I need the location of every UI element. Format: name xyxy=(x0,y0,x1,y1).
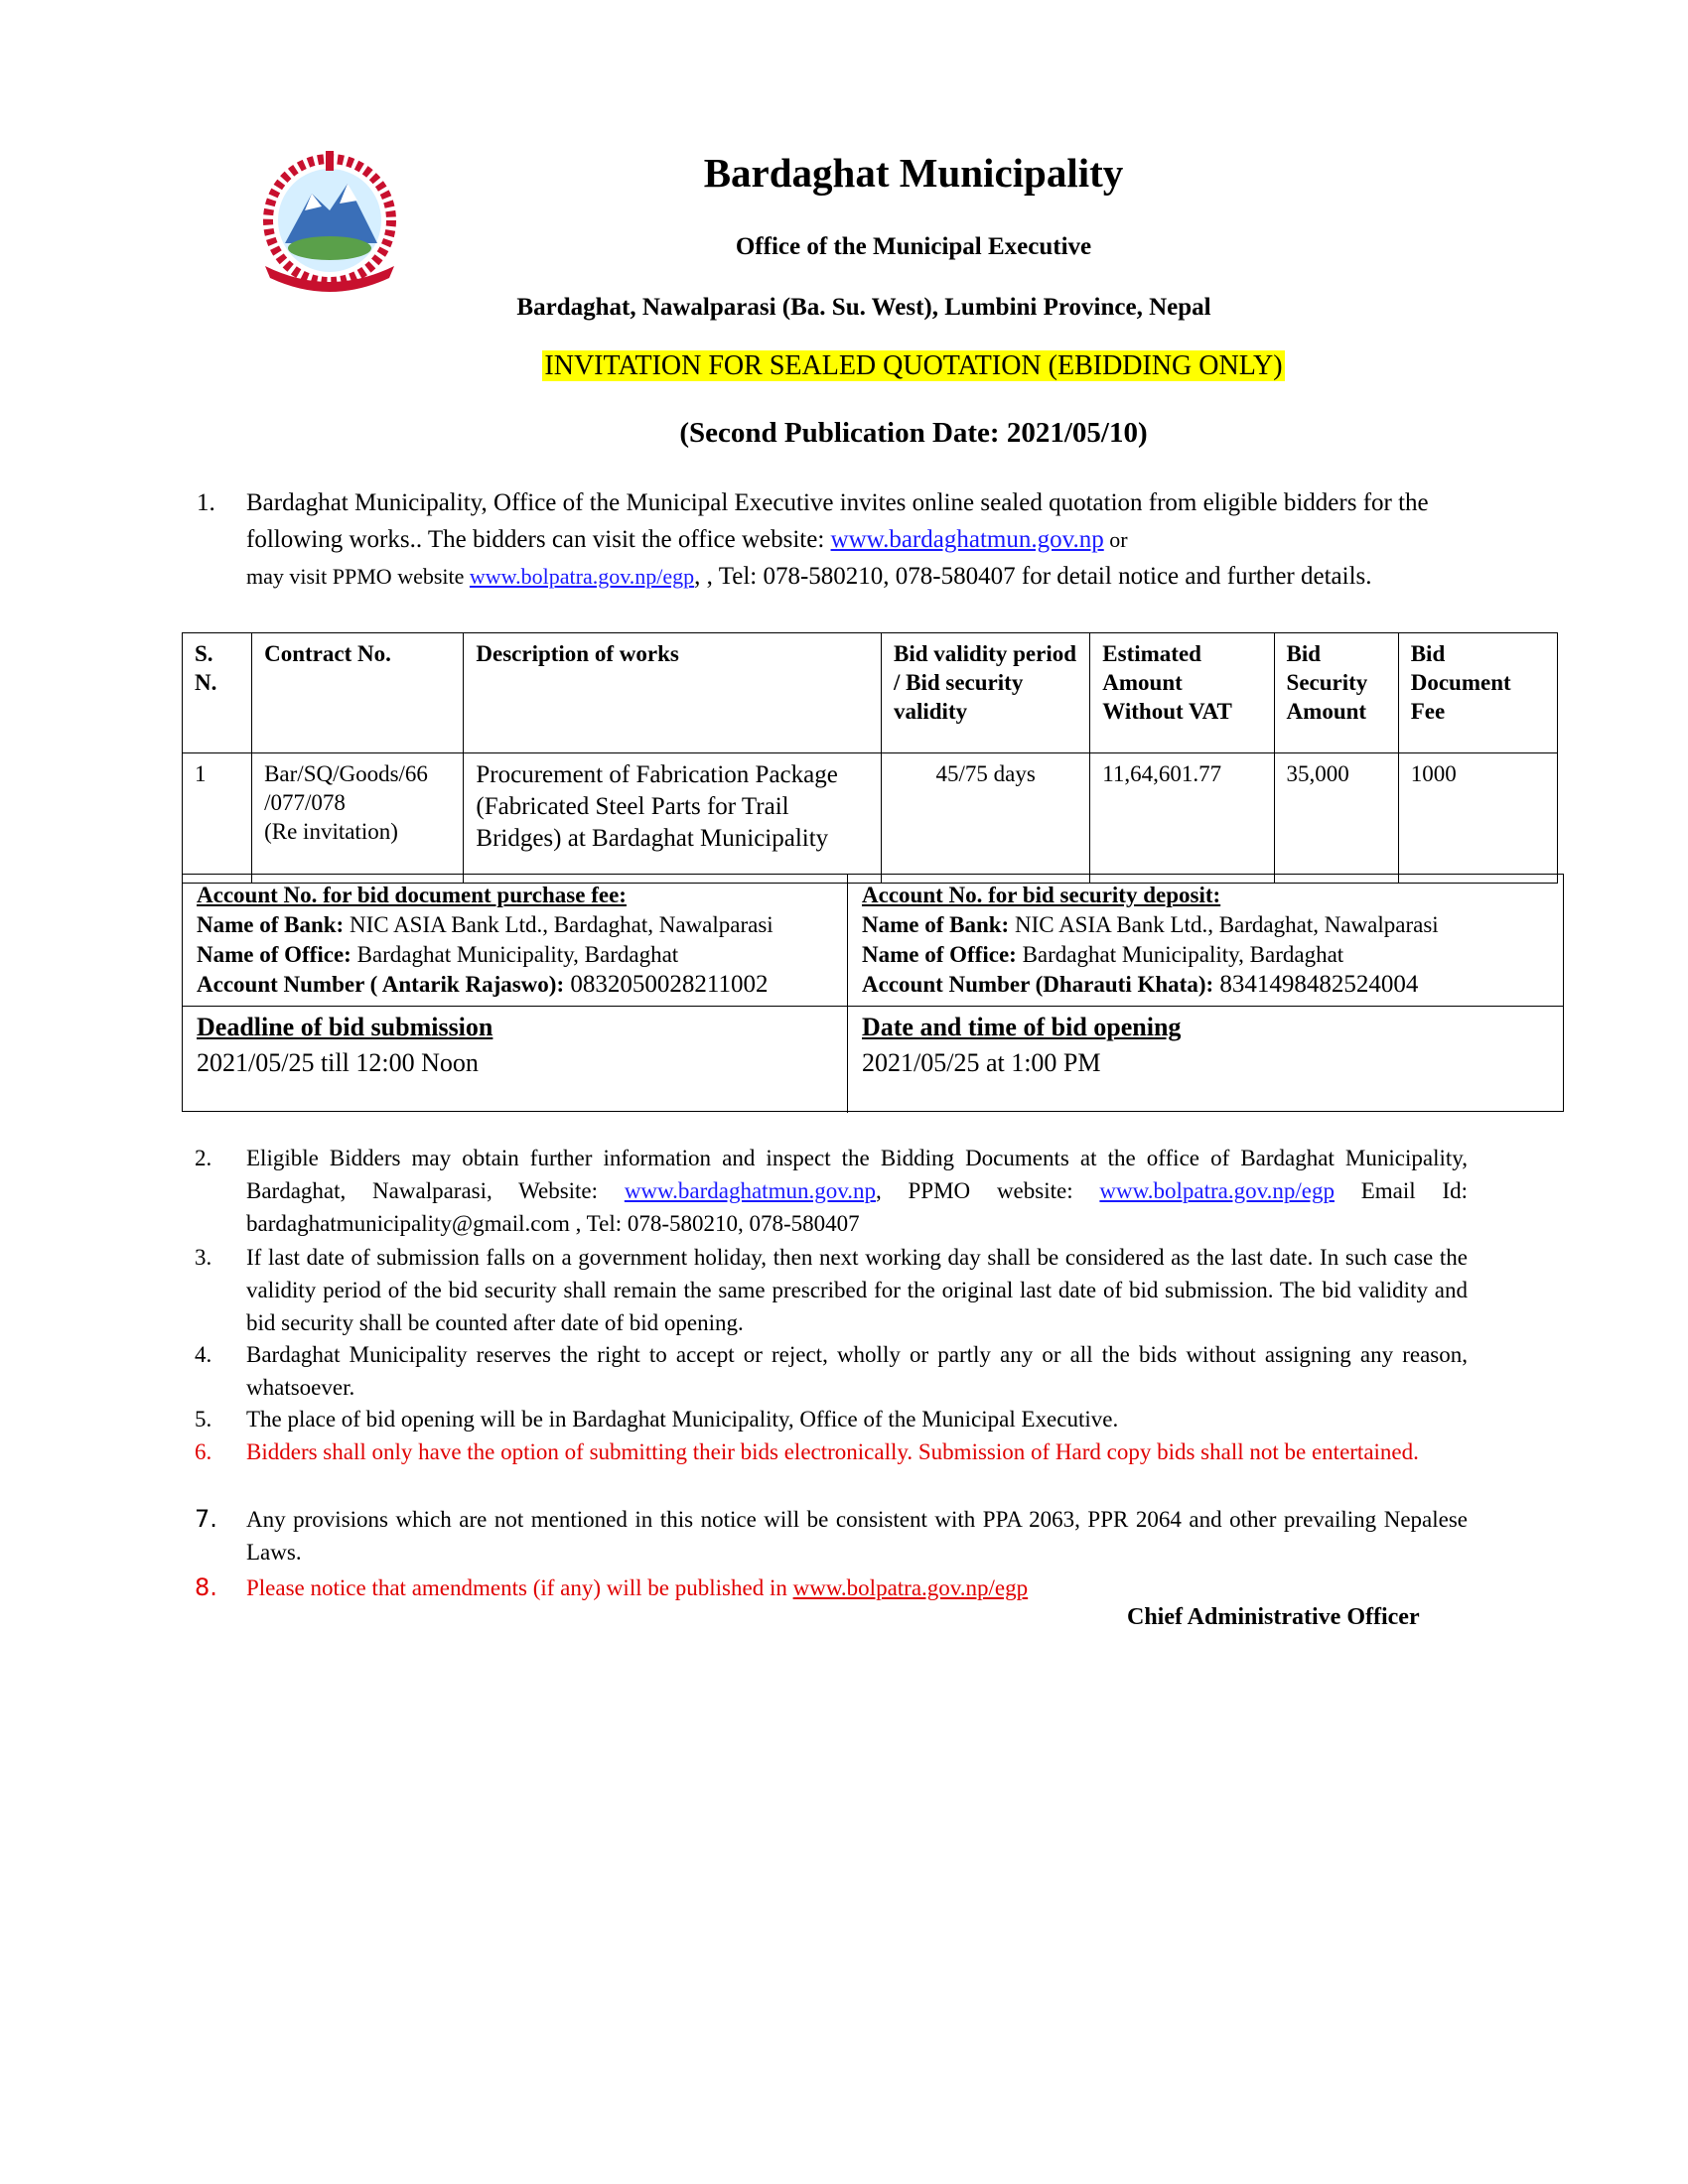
left-bank-value: NIC ASIA Bank Ltd., Bardaghat, Nawalparasi xyxy=(344,912,774,937)
item-8-number: 8. xyxy=(195,1573,217,1601)
left-account-heading: Account No. for bid document purchase fee: xyxy=(197,883,627,907)
account-details-box xyxy=(182,874,1564,1112)
item-2-municipality-link[interactable]: www.bardaghatmun.gov.np xyxy=(624,1178,876,1203)
paragraph-1-text-c: may visit PPMO website xyxy=(246,564,470,589)
item-2-text-b: , PPMO website: xyxy=(875,1178,1100,1203)
list-item-6 xyxy=(195,1435,1468,1468)
item-5-number: 5. xyxy=(195,1407,212,1432)
works-table-header xyxy=(183,633,1558,753)
item-7-number: 7. xyxy=(195,1505,217,1533)
header-estimated-amount: Estimated Amount Without VAT xyxy=(1090,633,1274,753)
ppmo-website-link[interactable]: www.bolpatra.gov.np/egp xyxy=(469,564,695,589)
list-item-3 xyxy=(195,1241,1468,1339)
left-office-line xyxy=(197,940,833,970)
deadline-value: 2021/05/25 till 12:00 Noon xyxy=(197,1048,479,1077)
office-address: Bardaghat, Nawalparasi (Ba. Su. West), Lumbini Province, Nepal xyxy=(516,294,1211,321)
cell-validity: 45/75 days xyxy=(881,753,1089,884)
table-row xyxy=(183,753,1558,884)
left-bank-line xyxy=(197,910,833,940)
right-office-label: Name of Office: xyxy=(862,942,1017,967)
left-bank-label: Name of Bank: xyxy=(197,912,345,937)
cell-sn: 1 xyxy=(183,753,252,884)
right-office-line xyxy=(862,940,1549,970)
item-6-text: Bidders shall only have the option of submitting their bids electronically. Submission of Hard copy bids shall not be entertained. xyxy=(246,1439,1419,1464)
account-divider xyxy=(183,1006,1563,1007)
list-item-7 xyxy=(195,1503,1468,1569)
office-name: Office of the Municipal Executive xyxy=(735,233,1092,260)
header-document-fee: Bid Document Fee xyxy=(1398,633,1557,753)
left-office-value: Bardaghat Municipality, Bardaghat xyxy=(351,942,679,967)
item-4-number: 4. xyxy=(195,1342,212,1367)
list-item-2 xyxy=(195,1142,1469,1240)
right-bank-value: NIC ASIA Bank Ltd., Bardaghat, Nawalparasi xyxy=(1009,912,1439,937)
paragraph-1-text-d: , , Tel: 078-580210, 078-580407 for detail notice and further details. xyxy=(694,563,1372,590)
item-4-text: Bardaghat Municipality reserves the right to accept or reject, wholly or partly any or all the bids without assigning any reason, whatsoever. xyxy=(246,1342,1468,1400)
right-account-number: 8341498482524004 xyxy=(1213,971,1419,998)
works-table xyxy=(182,632,1558,884)
left-office-label: Name of Office: xyxy=(197,942,352,967)
left-account-line xyxy=(197,970,833,1000)
item-2-text-c: Email Id: bardaghatmunicipality@gmail.com , Tel: 078-580210, 078-580407 xyxy=(246,1178,1469,1236)
right-bank-line xyxy=(862,910,1549,940)
header-bid-security: Bid Security Amount xyxy=(1274,633,1398,753)
deadline-block xyxy=(197,1010,492,1081)
publication-date: (Second Publication Date: 2021/05/10) xyxy=(679,417,1148,449)
contract-number: Bar/SQ/Goods/66 /077/078 xyxy=(264,761,428,815)
paragraph-1-number: 1. xyxy=(197,489,215,516)
opening-block xyxy=(862,1010,1181,1081)
header-bid-validity: Bid validity period / Bid security validity xyxy=(881,633,1089,753)
left-account-label: Account Number ( Antarik Rajaswo): xyxy=(197,972,565,997)
deadline-label: Deadline of bid submission xyxy=(197,1013,493,1041)
cell-contract-no xyxy=(252,753,464,884)
opening-label: Date and time of bid opening xyxy=(862,1013,1182,1041)
right-account-label: Account Number (Dharauti Khata): xyxy=(862,972,1214,997)
paragraph-1-text-a: Bardaghat Municipality, Office of the Municipal Executive invites online sealed quotation from eligible bidders for the following works.. The bidders can visit the office website: xyxy=(246,489,1429,553)
item-2-number: 2. xyxy=(195,1146,212,1170)
item-3-text: If last date of submission falls on a government holiday, then next working day shall be considered as the last date. In such case the validity period of the bid security shall remain the same prescribed for the original last date of bid submission. The bid validity and bid security shall be counted after date of bid opening. xyxy=(246,1245,1468,1335)
cell-security: 35,000 xyxy=(1274,753,1398,884)
invitation-heading: INVITATION FOR SEALED QUOTATION (EBIDDING ONLY) xyxy=(544,350,1283,381)
account-left-column xyxy=(183,875,848,1113)
item-8-text: Please notice that amendments (if any) will be published in xyxy=(246,1575,793,1600)
right-office-value: Bardaghat Municipality, Bardaghat xyxy=(1016,942,1344,967)
account-right-column xyxy=(848,875,1563,1006)
item-2-text-a: Eligible Bidders may obtain further information and inspect the Bidding Documents at the office of Bardaghat Municipality, Bardaghat, Nawalparasi, Website: xyxy=(246,1146,1468,1203)
right-account-line xyxy=(862,970,1549,1000)
right-account-heading: Account No. for bid security deposit: xyxy=(862,883,1221,907)
municipality-title: Bardaghat Municipality xyxy=(703,150,1124,196)
cell-estimated: 11,64,601.77 xyxy=(1090,753,1274,884)
list-item-4 xyxy=(195,1338,1468,1404)
header-description: Description of works xyxy=(464,633,882,753)
item-6-number: 6. xyxy=(195,1439,212,1464)
item-7-text: Any provisions which are not mentioned in this notice will be consistent with PPA 2063, PPR 2064 and other prevailing Nepalese Laws. xyxy=(246,1507,1468,1565)
item-8-link[interactable]: www.bolpatra.gov.np/egp xyxy=(792,1575,1029,1600)
invitation-heading-wrap xyxy=(0,350,1688,382)
left-account-number: 0832050028211002 xyxy=(564,971,769,998)
opening-value: 2021/05/25 at 1:00 PM xyxy=(862,1048,1101,1077)
cell-description: Procurement of Fabrication Package (Fabricated Steel Parts for Trail Bridges) at Bardaghat Municipality xyxy=(464,753,882,884)
header-sn: S. N. xyxy=(183,633,252,753)
list-item-8 xyxy=(195,1571,1468,1604)
item-3-number: 3. xyxy=(195,1245,212,1270)
item-5-text: The place of bid opening will be in Bardaghat Municipality, Office of the Municipal Executive. xyxy=(246,1407,1119,1432)
paragraph-1-text-b: or xyxy=(1103,527,1128,552)
paragraph-1 xyxy=(197,484,1458,595)
municipality-website-link[interactable]: www.bardaghatmun.gov.np xyxy=(830,526,1104,553)
header-contract-no: Contract No. xyxy=(252,633,464,753)
right-bank-label: Name of Bank: xyxy=(862,912,1010,937)
cell-fee: 1000 xyxy=(1398,753,1557,884)
item-2-ppmo-link[interactable]: www.bolpatra.gov.np/egp xyxy=(1099,1178,1335,1203)
list-item-5 xyxy=(195,1403,1468,1435)
signature: Chief Administrative Officer xyxy=(1127,1604,1420,1630)
contract-note: (Re invitation) xyxy=(264,819,398,844)
